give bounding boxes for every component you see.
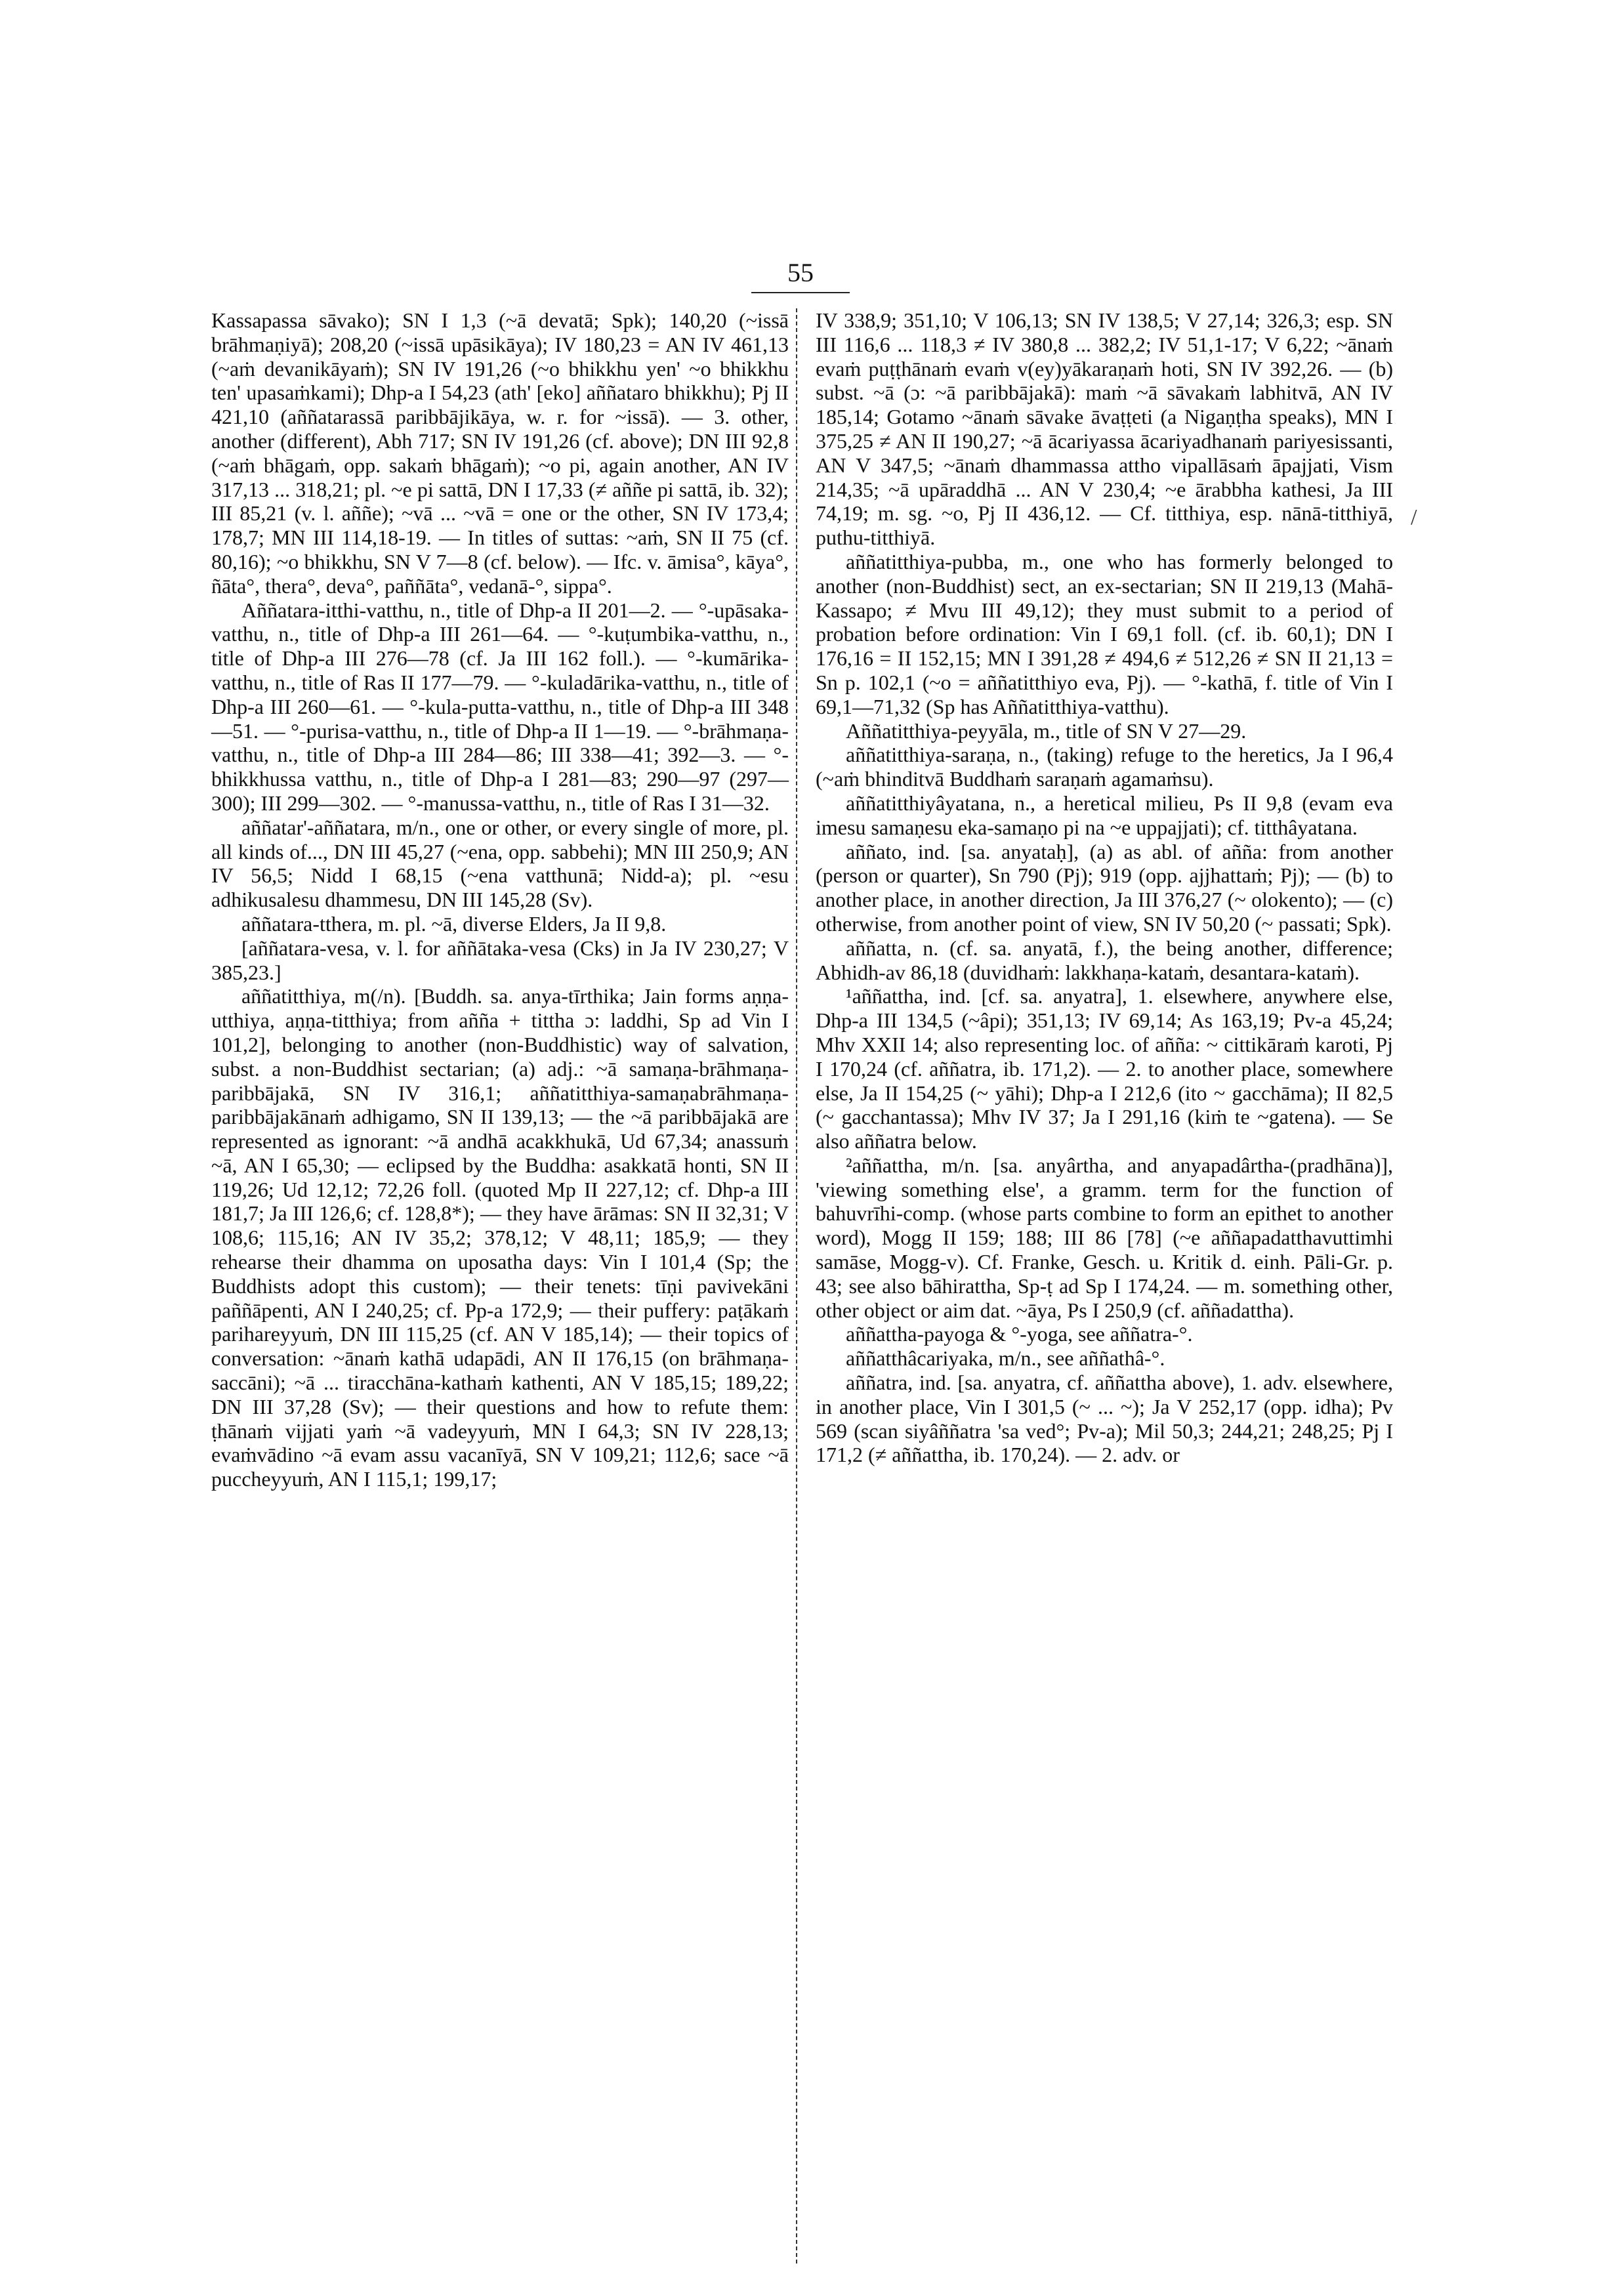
- entry-paragraph: aññato, ind. [sa. anyataḥ], (a) as abl. of añña: from another (person or quarter), Sn 790 (Pj); 919 (opp. ajjhattaṁ; Pj); — (b) to another place, in another direction, Ja III 376,27 (~ olokento); — (c) otherwise, from another point of view, SN IV 50,20 (~ passati; Spk).: [816, 839, 1393, 936]
- column-divider: [796, 308, 798, 2264]
- entry-paragraph: aññatra, ind. [sa. anyatra, cf. aññattha above), 1. adv. elsewhere, in another place, Vin I 301,5 (~ ... ~); Ja V 252,17 (opp. idha); Pv 569 (scan siyâññatra 'sa ved°; Pv-a); Mil 50,3; 244,21; 248,25; Pj I 171,2 (≠ aññattha, ib. 170,24). — 2. adv. or: [816, 1371, 1393, 1467]
- entry-paragraph: IV 338,9; 351,10; V 106,13; SN IV 138,5; V 27,14; 326,3; esp. SN III 116,6 ... 118,3 ≠ IV 380,8 ... 382,2; IV 51,1-17; V 6,22; ~ānaṁ evaṁ puṭṭhānaṁ evaṁ v(ey)yākaraṇaṁ hoti, SN IV 392,26. — (b) subst. ~ā (ɔ: ~ā paribbājakā): maṁ ~ā sāvakaṁ labhitvā, AN IV 185,14; Gotamo ~ānaṁ sāvake āvaṭṭeti (a Nigaṇṭha speaks), MN I 375,25 ≠ AN II 190,27; ~ā ācariyassa ācariyadhanaṁ pariyesissanti, AN V 347,5; ~ānaṁ dhammassa attho vipallāsaṁ āpajjati, Vism 214,35; ~ā upāraddhā ... AN V 230,4; ~e ārabbha kathesi, Ja III 74,19; m. sg. ~o, Pj II 436,12. — Cf. titthiya, esp. nānā-titthiyā, puthu-titthiyā.: [816, 308, 1393, 550]
- margin-mark: /: [1411, 505, 1417, 529]
- entry-paragraph: aññatar'-aññatara, m/n., one or other, or every single of more, pl. all kinds of..., DN III 45,27 (~ena, opp. sabbehi); MN III 250,9; AN IV 56,5; Nidd I 68,15 (~ena vatthunā; Nidd-a); pl. ~esu adhikusalesu dhammesu, DN III 145,28 (Sv).: [211, 815, 789, 912]
- entry-paragraph: aññatitthiyâyatana, n., a heretical milieu, Ps II 9,8 (evam eva imesu samaṇesu eka-samaṇo pi na ~e uppajjati); cf. titthâyatana.: [816, 791, 1393, 839]
- entry-paragraph: aññattha-payoga & °-yoga, see aññatra-°.: [846, 1322, 1193, 1346]
- entry-paragraph: aññatara-tthera, m. pl. ~ā, diverse Elders, Ja II 9,8.: [241, 911, 667, 936]
- entry-paragraph: aññatitthiya-saraṇa, n., (taking) refuge to the heretics, Ja I 96,4 (~aṁ bhinditvā Buddhaṁ saraṇaṁ agamaṁsu).: [816, 743, 1393, 791]
- entry-paragraph: aññatthâcariyaka, m/n., see aññathâ-°.: [846, 1346, 1165, 1371]
- page-number-rule: [751, 292, 850, 293]
- right-column: [816, 308, 1393, 1467]
- left-column: [211, 308, 789, 1491]
- entry-paragraph: aññatitthiya-pubba, m., one who has formerly belonged to another (non-Buddhist) sect, an ex-sectarian; SN II 219,13 (Mahā-Kassapo; ≠ Mvu III 49,12); they must submit to a period of probation before ordination: Vin I 69,1 foll. (cf. ib. 60,1); DN I 176,16 = II 152,15; MN I 391,28 ≠ 494,6 ≠ 512,26 ≠ SN II 21,13 = Sn p. 102,1 (~o = aññatitthiyo eva, Pj). — °-kathā, f. title of Vin I 69,1—71,32 (Sp has Aññatitthiya-vatthu).: [816, 549, 1393, 718]
- entry-paragraph: aññatitthiya, m(/n). [Buddh. sa. anya-tīrthika; Jain forms aṇṇa-utthiya, aṇṇa-titthiya; from añña + tittha ɔ: laddhi, Sp ad Vin I 101,2], belonging to another (non-Buddhistic) way of salvation, subst. a non-Buddhist sectarian; (a) adj.: ~ā samaṇa-brāhmaṇa-paribbājakā, SN IV 316,1; aññatitthiya-samaṇabrāhmaṇa-paribbājakānaṁ adhigamo, SN II 139,13; — the ~ā paribbājakā are represented as ignorant: ~ā andhā acakkhukā, Ud 67,34; anassuṁ ~ā, AN I 65,30; — eclipsed by the Buddha: asakkatā honti, SN II 119,26; Ud 12,12; 72,26 foll. (quoted Mp II 227,12; cf. Dhp-a III 181,7; Ja III 126,6; cf. 128,8*); — they have ārāmas: SN II 32,31; V 108,6; 115,16; AN IV 35,2; 378,12; V 48,11; 185,9; — they rehearse their dhamma on uposatha days: Vin I 101,4 (Sp; the Buddhists adopt this custom); — their tenets: tīṇi pavivekāni paññāpenti, AN I 240,25; cf. Pp-a 172,9; — their puffery: paṭākaṁ parihareyyuṁ, DN III 115,25 (cf. AN V 185,14); — their topics of conversation: ~ānaṁ kathā udapādi, AN II 176,15 (on brāhmaṇa-saccāni); ~ā ... tiracchāna-kathaṁ kathenti, AN V 185,15; 189,22; DN III 37,28 (Sv); — their questions and how to refute them: ṭhānaṁ vijjati yaṁ ~ā vadeyyuṁ, MN I 64,3; SN IV 228,13; evaṁvādino ~ā evam assu vacanīyā, SN V 109,21; 112,6; sace ~ā puccheyyuṁ, AN I 115,1; 199,17;: [211, 984, 789, 1491]
- entry-paragraph: ¹aññattha, ind. [cf. sa. anyatra], 1. elsewhere, anywhere else, Dhp-a III 134,5 (~âpi); 351,13; IV 69,14; As 163,19; Pv-a 45,24; Mhv XXII 14; also representing loc. of añña: ~ cittikāraṁ karoti, Pj I 170,24 (cf. aññatra, ib. 171,2). — 2. to another place, somewhere else, Ja II 154,25 (~ yāhi); Dhp-a I 212,6 (ito ~ gacchāma); II 82,5 (~ gacchantassa); Mhv IV 37; Ja I 291,16 (kiṁ te ~gatena). — Se also aññatra below.: [816, 984, 1393, 1153]
- entry-paragraph: Aññatitthiya-peyyāla, m., title of SN V 27—29.: [846, 718, 1247, 743]
- entry-paragraph: Kassapassa sāvako); SN I 1,3 (~ā devatā; Spk); 140,20 (~issā brāhmaṇiyā); 208,20 (~issā upāsikāya); IV 180,23 = AN IV 461,13 (~aṁ devanikāyaṁ); SN IV 191,26 (~o bhikkhu yen' ~o bhikkhu ten' upasaṁkami); Dhp-a I 54,23 (ath' [eko] aññataro bhikkhu); Pj II 421,10 (aññatarassā paribbājikāya, w. r. for ~issā). — 3. other, another (different), Abh 717; SN IV 191,26 (cf. above); DN III 92,8 (~aṁ bhāgaṁ, opp. sakaṁ bhāgaṁ); ~o pi, again another, AN IV 317,13 ... 318,21; pl. ~e pi sattā, DN I 17,33 (≠ aññe pi sattā, ib. 32); III 85,21 (v. l. aññe); ~vā ... ~vā = one or the other, SN IV 173,4; 178,7; MN III 114,18-19. — In titles of suttas: ~aṁ, SN II 75 (cf. 80,16); ~o bhikkhu, SN V 7—8 (cf. below). — Ifc. v. āmisa°, kāya°, ñāta°, thera°, deva°, paññāta°, vedanā-°, sippa°.: [211, 308, 789, 598]
- entry-paragraph: Aññatara-itthi-vatthu, n., title of Dhp-a II 201—2. — °-upāsaka-vatthu, n., title of Dhp-a III 261—64. — °-kuṭumbika-vatthu, n., title of Dhp-a III 276—78 (cf. Ja III 162 foll.). — °-kumārika-vatthu, n., title of Ras II 177—79. — °-kuladārika-vatthu, n., title of Dhp-a III 260—61. — °-kula-putta-vatthu, n., title of Dhp-a III 348—51. — °-purisa-vatthu, n., title of Dhp-a II 1—19. — °-brāhmaṇa-vatthu, n., title of Dhp-a III 284—86; III 338—41; 392—3. — °-bhikkhussa vatthu, n., title of Dhp-a I 281—83; 290—97 (297—300); III 299—302. — °-manussa-vatthu, n., title of Ras I 31—32.: [211, 598, 789, 815]
- entry-paragraph: [aññatara-vesa, v. l. for aññātaka-vesa (Cks) in Ja IV 230,27; V 385,23.]: [211, 936, 789, 984]
- page-number: 55: [787, 258, 814, 287]
- entry-paragraph: aññatta, n. (cf. sa. anyatā, f.), the being another, difference; Abhidh-av 86,18 (duvidhaṁ: lakkhaṇa-kataṁ, desantara-kataṁ).: [816, 936, 1393, 984]
- entry-paragraph: ²aññattha, m/n. [sa. anyârtha, and anyapadârtha-(pradhāna)], 'viewing something else', a gramm. term for the function of bahuvrīhi-comp. (whose parts combine to form an epithet to another word), Mogg II 159; 188; III 86 [78] (~e aññapadatthavuttimhi samāse, Mogg-v). Cf. Franke, Gesch. u. Kritik d. einh. Pāli-Gr. p. 43; see also bāhirattha, Sp-ṭ ad Sp I 174,24. — m. something other, other object or aim dat. ~āya, Ps I 250,9 (cf. aññadattha).: [816, 1153, 1393, 1322]
